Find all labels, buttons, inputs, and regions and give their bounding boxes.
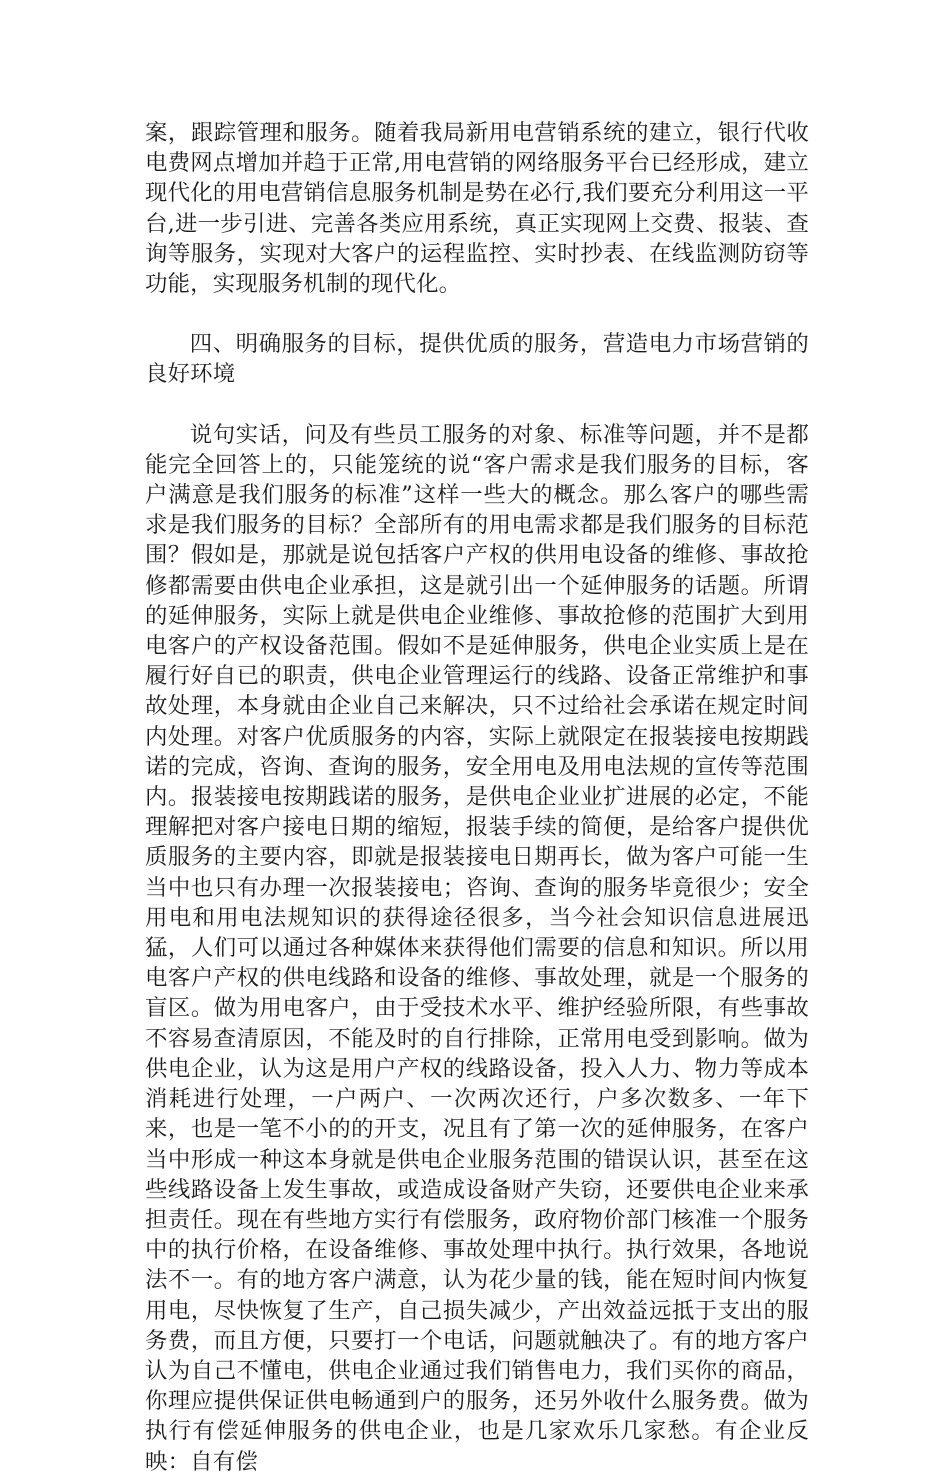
paragraph-spacer [145, 299, 809, 329]
paragraph-service-mechanism: 案，跟踪管理和服务。随着我局新用电营销系统的建立，银行代收电费网点增加并趋于正常,用电营销的网络服务平台已经形成，建立现代化的用电营销信息服务机制是势在必行,我们要充分利用这一平台,进一步引进、完善各类应用系统，真正实现网上交费、报装、查询等服务，实现对大客户的运程监控、实时抄表、在线监测防窃等功能，实现服务机制的现代化。 [145, 120, 809, 298]
document-page [145, 118, 809, 1477]
paragraph-spacer [145, 390, 809, 420]
paragraph-extended-service: 说句实话，问及有些员工服务的对象、标准等问题，并不是都能完全回答上的，只能笼统的说“客户需求是我们服务的目标，客户满意是我们服务的标准”这样一些大的概念。那么客户的哪些需求是我们服务的目标？全部所有的用电需求都是我们服务的目标范围？假如是，那就是说包括客户产权的供用电设备的维修、事故抢修都需要由供电企业承担，这是就引出一个延伸服务的话题。所谓的延伸服务，实际上就是供电企业维修、事故抢修的范围扩大到用电客户的产权设备范围。假如不是延伸服务，供电企业实质上是在履行好自已的职责，供电企业管理运行的线路、设备正常维护和事故处理，本身就由企业自己来解决，只不过给社会承诺在规定时间内处理。对客户优质服务的内容，实际上就限定在报装接电按期践诺的完成，咨询、查询的服务，安全用电及用电法规的宣传等范围内。报装接电按期践诺的服务，是供电企业业扩进展的必定，不能理解把对客户接电日期的缩短，报装手续的简便，是给客户提供优质服务的主要内容，即就是报装接电日期再长，做为客户可能一生当中也只有办理一次报装接电；咨询、查询的服务毕竟很少；安全用电和用电法规知识的获得途径很多，当今社会知识信息进展迅猛，人们可以通过各种媒体来获得他们需要的信息和知识。所以用电客户产权的供电线路和设备的维修、事故处理，就是一个服务的盲区。做为用电客户，由于受技术水平、维护经验所限，有些事故不容易查清原因，不能及时的自行排除，正常用电受到影响。做为供电企业，认为这是用户产权的线路设备，投入人力、物力等成本消耗进行处理，一户两户、一次两次还行，户多次数多、一年下来，也是一笔不小的的开支，况且有了第一次的延伸服务，在客户当中形成一种这本身就是供电企业服务范围的错误认识，甚至在这些线路设备上发生事故，或造成设备财产失窃，还要供电企业来承担责任。现在有些地方实行有偿服务，政府物价部门核准一个服务中的执行价格，在设备维修、事故处理中执行。执行效果，各地说法不一。有的地方客户满意，认为花少量的钱，能在短时间内恢复用电，尽快恢复了生产，自己损失减少，产出效益远抵于支出的服务费，而且方便，只要打一个电话，问题就触决了。有的地方客户认为自己不懂电，供电企业通过我们销售电力，我们买你的商品，你理应提供保证供电畅通到户的服务，还另外收什么服务费。做为执行有偿延伸服务的供电企业，也是几家欢乐几家愁。有企业反映：自有偿 [145, 421, 809, 1475]
section-heading-four: 四、明确服务的目标，提供优质的服务，营造电力市场营销的良好环境 [145, 331, 809, 388]
